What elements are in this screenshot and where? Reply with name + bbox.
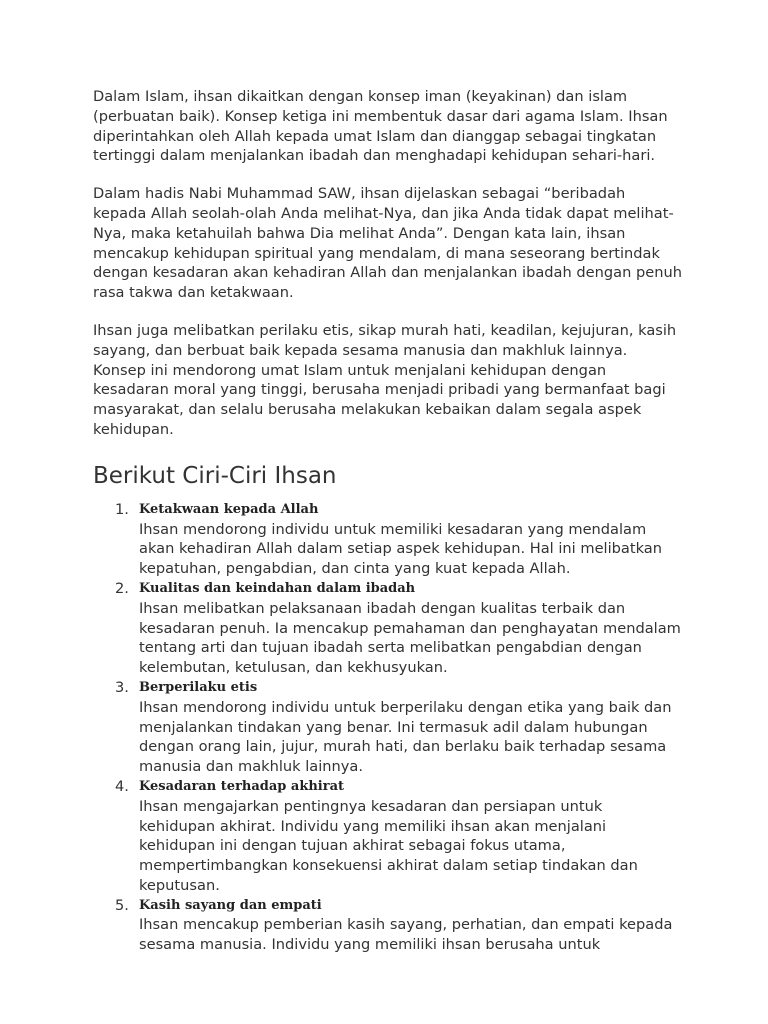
list-item-title: Kasih sayang dan empati bbox=[139, 897, 322, 913]
list-item-number: 4. bbox=[115, 777, 129, 795]
list-item bbox=[93, 896, 683, 955]
list-item-description: Ihsan mengajarkan pentingnya kesadaran dan persiapan untuk kehidupan akhirat. Individu yang memiliki ihsan akan menjalani kehidupan ini dengan tujuan akhirat sebagai fokus utama, mempertimbangkan konsekuensi akhirat dalam setiap tindakan dan keputusan. bbox=[139, 797, 638, 894]
list-item-number: 3. bbox=[115, 678, 129, 696]
list-item bbox=[93, 579, 683, 678]
list-item bbox=[93, 777, 683, 896]
list-item-number: 1. bbox=[115, 500, 129, 518]
characteristics-list bbox=[93, 500, 683, 955]
section-heading: Berikut Ciri-Ciri Ihsan bbox=[93, 462, 337, 489]
list-item-title: Kesadaran terhadap akhirat bbox=[139, 778, 345, 794]
list-item-title: Ketakwaan kepada Allah bbox=[139, 501, 319, 517]
list-item bbox=[93, 678, 683, 777]
list-item-description: Ihsan mendorong individu untuk berperilaku dengan etika yang baik dan menjalankan tindakan yang benar. Ini termasuk adil dalam hubungan dengan orang lain, jujur, murah hati, dan berlaku baik terhadap sesama manusia dan makhluk lainnya. bbox=[139, 698, 672, 776]
list-item-title: Berperilaku etis bbox=[139, 679, 258, 695]
list-item-description: Ihsan mencakup pemberian kasih sayang, perhatian, dan empati kepada sesama manusia. Individu yang memiliki ihsan berusaha untuk bbox=[139, 916, 673, 954]
list-item bbox=[93, 500, 683, 579]
paragraph-2: Dalam hadis Nabi Muhammad SAW, ihsan dijelaskan sebagai “beribadah kepada Allah seolah-olah Anda melihat-Nya, dan jika Anda tidak dapat melihat-Nya, maka ketahuilah bahwa Dia melihat Anda”. Dengan kata lain, ihsan mencakup kehidupan spiritual yang mendalam, di mana seseorang bertindak dengan kesadaran akan kehadiran Allah dan menjalankan ibadah dengan penuh rasa takwa dan ketakwaan. bbox=[93, 185, 682, 302]
list-item-number: 5. bbox=[115, 896, 129, 914]
list-item-description: Ihsan melibatkan pelaksanaan ibadah dengan kualitas terbaik dan kesadaran penuh. Ia mencakup pemahaman dan penghayatan mendalam tentang arti dan tujuan ibadah serta melibatkan pengabdian dengan kelembutan, ketulusan, dan kekhusyukan. bbox=[139, 599, 681, 677]
list-item-number: 2. bbox=[115, 579, 129, 597]
document-body bbox=[93, 87, 683, 955]
paragraph-1: Dalam Islam, ihsan dikaitkan dengan konsep iman (keyakinan) dan islam (perbuatan baik). Konsep ketiga ini membentuk dasar dari agama Islam. Ihsan diperintahkan oleh Allah kepada umat Islam dan dianggap sebagai tingkatan tertinggi dalam menjalankan ibadah dan menghadapi kehidupan sehari-hari. bbox=[93, 88, 668, 165]
list-item-title: Kualitas dan keindahan dalam ibadah bbox=[139, 580, 416, 596]
paragraph-3: Ihsan juga melibatkan perilaku etis, sikap murah hati, keadilan, kejujuran, kasih sayang, dan berbuat baik kepada sesama manusia dan makhluk lainnya. Konsep ini mendorong umat Islam untuk menjalani kehidupan dengan kesadaran moral yang tinggi, berusaha menjadi pribadi yang bermanfaat bagi masyarakat, dan selalu berusaha melakukan kebaikan dalam segala aspek kehidupan. bbox=[93, 321, 677, 438]
list-item-description: Ihsan mendorong individu untuk memiliki kesadaran yang mendalam akan kehadiran Allah dalam setiap aspek kehidupan. Hal ini melibatkan kepatuhan, pengabdian, dan cinta yang kuat kepada Allah. bbox=[139, 520, 662, 578]
